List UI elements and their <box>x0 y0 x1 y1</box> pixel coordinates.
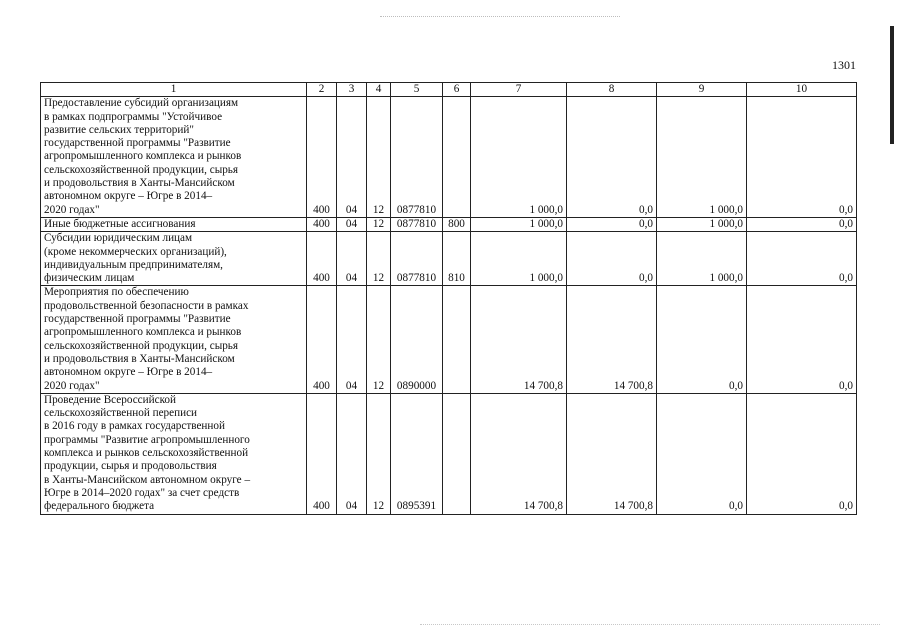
cell-amount-10: 0,0 <box>747 393 857 514</box>
cell-target-article: 0877810 <box>391 232 443 286</box>
col-header-8: 8 <box>567 83 657 97</box>
page-number: 1301 <box>832 58 856 72</box>
cell-subsection: 12 <box>367 286 391 393</box>
row-description: Иные бюджетные ассигнования <box>41 217 307 231</box>
cell-expense-type <box>443 286 471 393</box>
cell-amount-8: 14 700,8 <box>567 393 657 514</box>
cell-amount-9: 0,0 <box>657 393 747 514</box>
cell-section: 04 <box>337 286 367 393</box>
cell-amount-8: 0,0 <box>567 217 657 231</box>
col-header-6: 6 <box>443 83 471 97</box>
cell-target-article: 0890000 <box>391 286 443 393</box>
cell-subsection: 12 <box>367 217 391 231</box>
cell-amount-8: 0,0 <box>567 97 657 218</box>
row-description: Проведение Всероссийской сельскохозяйственной переписи в 2016 году в рамках государственной программы "Развитие агропромышленного комплекса и рынков сельскохозяйственной продукции, сырья и продовольствия в Ханты-Мансийском автономном округе – Югре в 2014–2020 годах" за счет средств федерального бюджета <box>41 393 307 514</box>
table-row <box>41 232 857 286</box>
col-header-1: 1 <box>41 83 307 97</box>
cell-amount-9: 1 000,0 <box>657 217 747 231</box>
budget-table <box>40 82 857 515</box>
cell-section: 04 <box>337 217 367 231</box>
table-row <box>41 393 857 514</box>
cell-amount-9: 1 000,0 <box>657 97 747 218</box>
col-header-4: 4 <box>367 83 391 97</box>
cell-amount-10: 0,0 <box>747 217 857 231</box>
col-header-7: 7 <box>471 83 567 97</box>
cell-target-article: 0895391 <box>391 393 443 514</box>
cell-amount-7: 1 000,0 <box>471 217 567 231</box>
cell-subsection: 12 <box>367 232 391 286</box>
cell-expense-type <box>443 393 471 514</box>
cell-admin-code: 400 <box>307 393 337 514</box>
col-header-2: 2 <box>307 83 337 97</box>
cell-expense-type: 810 <box>443 232 471 286</box>
row-description: Предоставление субсидий организациям в рамках подпрограммы "Устойчивое развитие сельских территорий" государственной программы "Развитие агропромышленного комплекса и рынков сельскохозяйственной продукции, сырья и продовольствия в Ханты-Мансийском автономном округе – Югре в 2014– 2020 годах" <box>41 97 307 218</box>
table-row <box>41 286 857 393</box>
cell-target-article: 0877810 <box>391 217 443 231</box>
cell-amount-7: 14 700,8 <box>471 286 567 393</box>
table-row <box>41 97 857 218</box>
scan-edge-bar <box>890 26 894 144</box>
cell-amount-7: 1 000,0 <box>471 97 567 218</box>
cell-expense-type: 800 <box>443 217 471 231</box>
scan-artifact-top <box>380 16 620 17</box>
cell-amount-8: 14 700,8 <box>567 286 657 393</box>
cell-amount-10: 0,0 <box>747 232 857 286</box>
col-header-10: 10 <box>747 83 857 97</box>
cell-amount-10: 0,0 <box>747 286 857 393</box>
cell-amount-7: 1 000,0 <box>471 232 567 286</box>
cell-subsection: 12 <box>367 97 391 218</box>
col-header-9: 9 <box>657 83 747 97</box>
header-row <box>41 83 857 97</box>
col-header-3: 3 <box>337 83 367 97</box>
scan-artifact-bottom <box>420 624 880 625</box>
cell-amount-7: 14 700,8 <box>471 393 567 514</box>
cell-amount-10: 0,0 <box>747 97 857 218</box>
cell-expense-type <box>443 97 471 218</box>
row-description: Субсидии юридическим лицам (кроме некоммерческих организаций), индивидуальным предпринимателям, физическим лицам <box>41 232 307 286</box>
col-header-5: 5 <box>391 83 443 97</box>
cell-amount-9: 1 000,0 <box>657 232 747 286</box>
cell-section: 04 <box>337 97 367 218</box>
table-row <box>41 217 857 231</box>
cell-amount-9: 0,0 <box>657 286 747 393</box>
cell-target-article: 0877810 <box>391 97 443 218</box>
cell-admin-code: 400 <box>307 217 337 231</box>
cell-subsection: 12 <box>367 393 391 514</box>
cell-amount-8: 0,0 <box>567 232 657 286</box>
cell-admin-code: 400 <box>307 97 337 218</box>
cell-admin-code: 400 <box>307 286 337 393</box>
cell-section: 04 <box>337 393 367 514</box>
row-description: Мероприятия по обеспечению продовольственной безопасности в рамках государственной программы "Развитие агропромышленного комплекса и рынков сельскохозяйственной продукции, сырья и продовольствия в Ханты-Мансийском автономном округе – Югре в 2014– 2020 годах" <box>41 286 307 393</box>
cell-section: 04 <box>337 232 367 286</box>
cell-admin-code: 400 <box>307 232 337 286</box>
